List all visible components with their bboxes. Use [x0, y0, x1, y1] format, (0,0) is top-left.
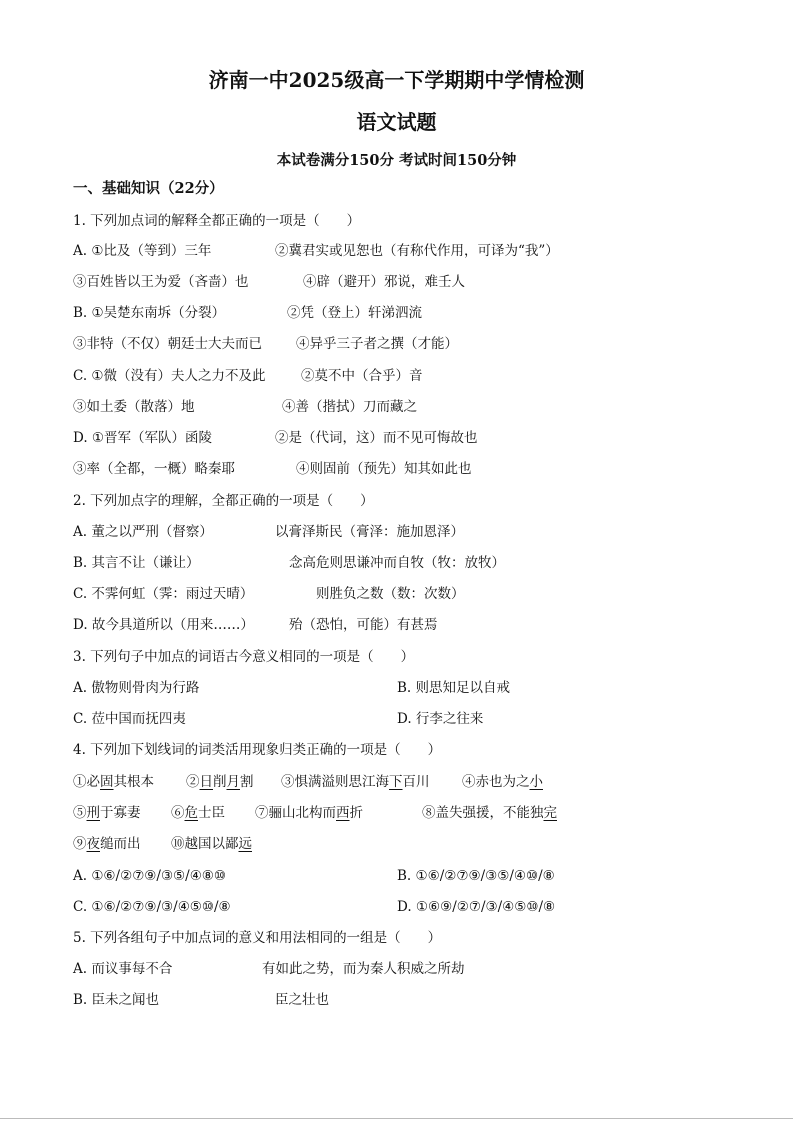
q4-item-9: ⑨夜缒而出 [73, 836, 141, 852]
q2-d-part1: D. 故今具道所以（用来……） [73, 617, 254, 633]
q1-d-item1: D. ①晋军（军队）函陵 [73, 430, 213, 446]
q1-c-item1: C. ①微（没有）夫人之力不及此 [73, 368, 266, 384]
question-1-stem: 1. 下列加点词的解释全都正确的一项是（ ） [73, 213, 361, 229]
exam-title: 济南一中2025级高一下学期期中学情检测 [208, 68, 585, 92]
q2-a-part2: 以膏泽斯民（膏泽：施加恩泽） [275, 524, 464, 540]
q2-option-a [73, 522, 464, 542]
q3-options-row1 [73, 678, 511, 698]
q3-option-d: D. 行李之往来 [397, 711, 484, 727]
q5-a-part1: A. 而议事每不合 [73, 961, 173, 977]
q1-option-b-line2 [73, 334, 458, 354]
q4-item-10: ⑩越国以鄙远 [171, 836, 252, 852]
q3-option-b: B. 则思知足以自戒 [397, 680, 511, 696]
q2-option-d [73, 615, 438, 635]
q1-b-item2: ②凭（登上）轩涕泗流 [287, 305, 422, 321]
q1-c-item2: ②莫不中（合乎）音 [301, 368, 423, 384]
section-heading: 一、基础知识（22分） [73, 180, 224, 197]
q2-b-part1: B. 其言不让（谦让） [73, 555, 200, 571]
q1-b-item1: B. ①吴楚东南坼（分裂） [73, 305, 226, 321]
q4-items-row3 [73, 834, 252, 854]
q3-options-row2 [73, 709, 484, 729]
q5-b-part2: 臣之壮也 [275, 992, 329, 1008]
q5-b-part1: B. 臣未之闻也 [73, 992, 160, 1008]
q1-b-item3: ③非特（不仅）朝廷士大夫而已 [73, 336, 262, 352]
q4-item-5: ⑤刑于寡妻 [73, 805, 141, 821]
q4-item-6: ⑥危士臣 [171, 805, 225, 821]
q4-option-d: D. ①⑥⑨/②⑦/③/④⑤⑩/⑧ [397, 899, 556, 915]
q1-option-c-line2 [73, 397, 417, 417]
q2-d-part2: 殆（恐怕，可能）有甚焉 [289, 617, 438, 633]
question-4-stem: 4. 下列加下划线词的词类活用现象归类正确的一项是（ ） [73, 742, 442, 758]
q2-option-b [73, 553, 505, 573]
q5-option-a [73, 959, 465, 979]
q5-a-part2: 有如此之势，而为秦人积威之所劫 [262, 961, 465, 977]
q1-a-item1: A. ①比及（等到）三年 [73, 243, 212, 259]
q4-items-row2 [73, 803, 557, 823]
q3-option-c: C. 莅中国而抚四夷 [73, 711, 186, 727]
q1-option-d-line1 [73, 428, 478, 448]
q4-items-row1 [73, 772, 543, 792]
q2-a-part1: A. 董之以严刑（督察） [73, 524, 213, 540]
question-2-stem: 2. 下列加点字的理解，全都正确的一项是（ ） [73, 493, 374, 509]
q5-option-b [73, 990, 329, 1010]
q1-d-item2: ②是（代词，这）而不见可悔故也 [275, 430, 478, 446]
q1-b-item4: ④异乎三子者之撰（才能） [296, 336, 458, 352]
q4-option-a: A. ①⑥/②⑦⑨/③⑤/④⑧⑩ [73, 868, 227, 884]
exam-info: 本试卷满分150分 考试时间150分钟 [276, 152, 517, 169]
q1-option-c-line1 [73, 366, 423, 386]
q1-option-d-line2 [73, 459, 472, 479]
q2-c-part1: C. 不霁何虹（霁：雨过天晴） [73, 586, 254, 602]
q1-a-item2: ②冀君实或见恕也（有称代作用，可译为“我”） [275, 243, 559, 259]
q4-item-3: ③惧满溢则思江海下百川 [281, 774, 430, 790]
q4-option-c: C. ①⑥/②⑦⑨/③/④⑤⑩/⑧ [73, 899, 231, 915]
q2-option-c [73, 584, 465, 604]
q4-options-row2 [73, 897, 556, 917]
question-5-stem: 5. 下列各组句子中加点词的意义和用法相同的一组是（ ） [73, 930, 442, 946]
subject-title: 语文试题 [356, 110, 437, 134]
q1-c-item4: ④善（揩拭）刀而藏之 [282, 399, 417, 415]
q1-c-item3: ③如土委（散落）地 [73, 399, 195, 415]
q4-option-b: B. ①⑥/②⑦⑨/③⑤/④⑩/⑧ [397, 868, 555, 884]
q1-d-item4: ④则固前（预先）知其如此也 [296, 461, 472, 477]
q1-option-a-line2 [73, 272, 465, 292]
q1-option-a-line1 [73, 241, 559, 261]
q1-option-b-line1 [73, 303, 422, 323]
q1-a-item3: ③百姓皆以王为爱（吝啬）也 [73, 274, 249, 290]
q4-options-row1 [73, 866, 555, 886]
q4-item-7: ⑦骊山北构而西折 [255, 805, 363, 821]
q4-item-4: ④赤也为之小 [462, 774, 543, 790]
page-bottom-divider [0, 1118, 793, 1119]
q4-item-8: ⑧盖失强援，不能独完 [422, 805, 557, 821]
q4-item-1: ①必固其根本 [73, 774, 154, 790]
q4-item-2: ②日削月割 [186, 774, 254, 790]
q2-b-part2: 念高危则思谦冲而自牧（牧：放牧） [289, 555, 505, 571]
q2-c-part2: 则胜负之数（数：次数） [316, 586, 465, 602]
q1-d-item3: ③率（全都，一概）略秦耶 [73, 461, 235, 477]
question-3-stem: 3. 下列句子中加点的词语古今意义相同的一项是（ ） [73, 649, 415, 665]
q3-option-a: A. 傲物则骨肉为行路 [73, 680, 200, 696]
q1-a-item4: ④辟（避开）邪说，难壬人 [303, 274, 465, 290]
